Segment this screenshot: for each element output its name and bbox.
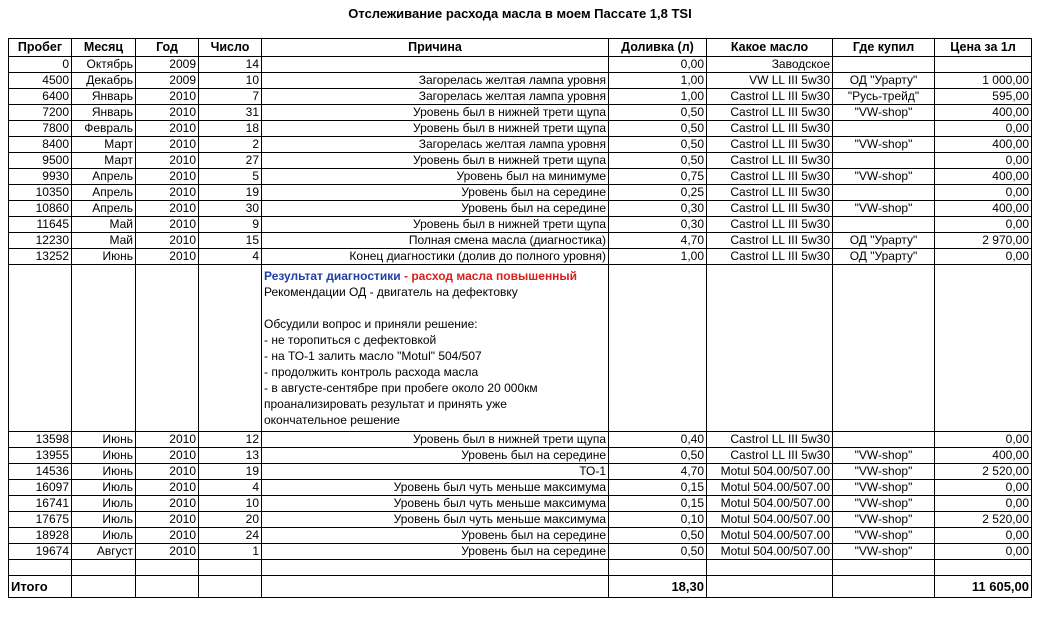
- cell-oil: Castrol LL III 5w30: [707, 137, 833, 153]
- cell-shop: "VW-shop": [833, 544, 935, 560]
- cell-oil: Castrol LL III 5w30: [707, 432, 833, 448]
- cell-month: Апрель: [72, 169, 136, 185]
- cell-oil: Motul 504.00/507.00: [707, 480, 833, 496]
- cell-added: 1,00: [609, 249, 707, 265]
- table-row: [9, 480, 1032, 496]
- cell-added: 0,50: [609, 137, 707, 153]
- cell-day: 18: [199, 121, 262, 137]
- cell-shop: ОД "Урарту": [833, 73, 935, 89]
- cell-day: 4: [199, 480, 262, 496]
- cell-year: 2010: [136, 169, 199, 185]
- cell-reason: Уровень был в нижней трети щупа: [262, 105, 609, 121]
- cell-shop: "VW-shop": [833, 496, 935, 512]
- cell-price: 0,00: [935, 121, 1032, 137]
- note-line: [264, 300, 606, 316]
- table-row: [9, 73, 1032, 89]
- cell-price: 0,00: [935, 217, 1032, 233]
- table-row: [9, 185, 1032, 201]
- cell-year: 2009: [136, 73, 199, 89]
- cell-price: 0,00: [935, 480, 1032, 496]
- cell-mileage: 19674: [9, 544, 72, 560]
- cell-price: 400,00: [935, 201, 1032, 217]
- cell-mileage: 17675: [9, 512, 72, 528]
- cell-year: 2010: [136, 217, 199, 233]
- col-header: Доливка (л): [609, 39, 707, 57]
- cell-shop: ОД "Урарту": [833, 233, 935, 249]
- cell-oil: Motul 504.00/507.00: [707, 464, 833, 480]
- note-heading: Результат диагностики - расход масла повышенный: [264, 269, 578, 283]
- cell-day: 9: [199, 217, 262, 233]
- cell-price: 0,00: [935, 249, 1032, 265]
- cell-year: 2010: [136, 544, 199, 560]
- cell-price: 400,00: [935, 105, 1032, 121]
- cell-month: Апрель: [72, 201, 136, 217]
- cell-month: Август: [72, 544, 136, 560]
- cell-day: 20: [199, 512, 262, 528]
- cell-mileage: 8400: [9, 137, 72, 153]
- cell-reason: Загорелась желтая лампа уровня: [262, 89, 609, 105]
- cell-oil: VW LL III 5w30: [707, 73, 833, 89]
- cell-reason: Загорелась желтая лампа уровня: [262, 137, 609, 153]
- cell-shop: [833, 121, 935, 137]
- cell-price: 1 000,00: [935, 73, 1032, 89]
- note-line: Рекомендации ОД - двигатель на дефектовку: [264, 285, 518, 299]
- cell-year: 2010: [136, 496, 199, 512]
- note-section: [9, 265, 1032, 432]
- cell-price: 400,00: [935, 169, 1032, 185]
- cell-oil: Castrol LL III 5w30: [707, 217, 833, 233]
- cell-mileage: 16097: [9, 480, 72, 496]
- table-row: [9, 105, 1032, 121]
- cell-reason: Загорелась желтая лампа уровня: [262, 73, 609, 89]
- cell-shop: "VW-shop": [833, 201, 935, 217]
- cell-price: 2 520,00: [935, 512, 1032, 528]
- cell-added: 0,50: [609, 528, 707, 544]
- col-header: Число: [199, 39, 262, 57]
- cell-added: 4,70: [609, 233, 707, 249]
- cell-price: 2 970,00: [935, 233, 1032, 249]
- cell-price: 0,00: [935, 528, 1032, 544]
- cell-mileage: 9930: [9, 169, 72, 185]
- cell-day: 5: [199, 169, 262, 185]
- col-header: Месяц: [72, 39, 136, 57]
- cell-reason: Уровень был чуть меньше максимума: [262, 480, 609, 496]
- cell-year: 2009: [136, 57, 199, 73]
- cell-month: Декабрь: [72, 73, 136, 89]
- cell-added: 0,15: [609, 496, 707, 512]
- diagnostics-note: [262, 265, 609, 432]
- col-header: Цена за 1л: [935, 39, 1032, 57]
- table-row: [9, 137, 1032, 153]
- cell-mileage: 13252: [9, 249, 72, 265]
- cell-reason: Уровень был на середине: [262, 448, 609, 464]
- cell-price: 2 520,00: [935, 464, 1032, 480]
- cell-day: 4: [199, 249, 262, 265]
- col-header: Пробег: [9, 39, 72, 57]
- cell-day: 31: [199, 105, 262, 121]
- cell-year: 2010: [136, 480, 199, 496]
- cell-year: 2010: [136, 121, 199, 137]
- cell-year: 2010: [136, 249, 199, 265]
- rows-after-note: [9, 432, 1032, 560]
- cell-mileage: 11645: [9, 217, 72, 233]
- cell-reason: ТО-1: [262, 464, 609, 480]
- col-header: Какое масло: [707, 39, 833, 57]
- table-row: [9, 57, 1032, 73]
- cell-day: 12: [199, 432, 262, 448]
- cell-shop: [833, 153, 935, 169]
- cell-oil: Castrol LL III 5w30: [707, 89, 833, 105]
- cell-oil: Заводское: [707, 57, 833, 73]
- cell-month: Май: [72, 233, 136, 249]
- blank-rows: [9, 560, 1032, 576]
- table-row: [9, 432, 1032, 448]
- cell-month: Июнь: [72, 432, 136, 448]
- cell-day: 14: [199, 57, 262, 73]
- cell-reason: Уровень был на середине: [262, 185, 609, 201]
- cell-month: Июль: [72, 480, 136, 496]
- col-header: Причина: [262, 39, 609, 57]
- cell-month: Январь: [72, 89, 136, 105]
- note-line: окончательное решение: [264, 413, 400, 427]
- cell-oil: Castrol LL III 5w30: [707, 169, 833, 185]
- cell-year: 2010: [136, 448, 199, 464]
- cell-mileage: 9500: [9, 153, 72, 169]
- table-row: [9, 89, 1032, 105]
- cell-year: 2010: [136, 432, 199, 448]
- cell-price: 0,00: [935, 153, 1032, 169]
- cell-month: Март: [72, 137, 136, 153]
- cell-year: 2010: [136, 89, 199, 105]
- cell-added: 0,40: [609, 432, 707, 448]
- table-row: [9, 249, 1032, 265]
- cell-oil: Castrol LL III 5w30: [707, 153, 833, 169]
- cell-day: 30: [199, 201, 262, 217]
- cell-mileage: 4500: [9, 73, 72, 89]
- cell-oil: Motul 504.00/507.00: [707, 544, 833, 560]
- cell-day: 2: [199, 137, 262, 153]
- cell-reason: Уровень был на середине: [262, 201, 609, 217]
- cell-shop: [833, 57, 935, 73]
- cell-oil: Motul 504.00/507.00: [707, 496, 833, 512]
- cell-month: Январь: [72, 105, 136, 121]
- cell-oil: Castrol LL III 5w30: [707, 233, 833, 249]
- cell-added: 0,75: [609, 169, 707, 185]
- cell-mileage: 13955: [9, 448, 72, 464]
- note-line: - не торопиться с дефектовкой: [264, 333, 437, 347]
- cell-mileage: 18928: [9, 528, 72, 544]
- table-row: [9, 544, 1032, 560]
- note-lines: [264, 284, 606, 428]
- cell-added: 0,50: [609, 448, 707, 464]
- cell-shop: "VW-shop": [833, 169, 935, 185]
- cell-added: 0,25: [609, 185, 707, 201]
- cell-price: 0,00: [935, 185, 1032, 201]
- cell-reason: Уровень был на середине: [262, 544, 609, 560]
- cell-month: Июль: [72, 496, 136, 512]
- cell-reason: Уровень был в нижней трети щупа: [262, 432, 609, 448]
- note-line: - в августе-сентябре при пробеге около 20 000км: [264, 381, 538, 395]
- cell-oil: Motul 504.00/507.00: [707, 528, 833, 544]
- cell-reason: Полная смена масла (диагностика): [262, 233, 609, 249]
- page-title: Отслеживание расхода масла в моем Пассате 1,8 TSI: [348, 6, 692, 21]
- cell-price: 0,00: [935, 432, 1032, 448]
- cell-month: Июнь: [72, 464, 136, 480]
- cell-day: 27: [199, 153, 262, 169]
- cell-day: 13: [199, 448, 262, 464]
- table-row: [9, 448, 1032, 464]
- cell-month: Октябрь: [72, 57, 136, 73]
- cell-price: 400,00: [935, 448, 1032, 464]
- cell-mileage: 10860: [9, 201, 72, 217]
- cell-mileage: 7800: [9, 121, 72, 137]
- table-row: [9, 464, 1032, 480]
- cell-shop: "VW-shop": [833, 105, 935, 121]
- cell-oil: Castrol LL III 5w30: [707, 448, 833, 464]
- cell-added: 0,50: [609, 105, 707, 121]
- table-row: [9, 528, 1032, 544]
- col-header: Год: [136, 39, 199, 57]
- cell-mileage: 10350: [9, 185, 72, 201]
- blank-row: [9, 560, 1032, 576]
- cell-reason: Уровень был чуть меньше максимума: [262, 512, 609, 528]
- cell-added: 0,50: [609, 153, 707, 169]
- cell-added: 0,30: [609, 217, 707, 233]
- table-row: [9, 153, 1032, 169]
- table-row: [9, 217, 1032, 233]
- oil-log-table: [8, 38, 1032, 598]
- cell-year: 2010: [136, 153, 199, 169]
- cell-price: 0,00: [935, 544, 1032, 560]
- cell-oil: Motul 504.00/507.00: [707, 512, 833, 528]
- cell-price: [935, 57, 1032, 73]
- cell-day: 10: [199, 73, 262, 89]
- cell-oil: Castrol LL III 5w30: [707, 121, 833, 137]
- cell-shop: [833, 432, 935, 448]
- cell-shop: "VW-shop": [833, 448, 935, 464]
- table-row: [9, 512, 1032, 528]
- cell-price: 400,00: [935, 137, 1032, 153]
- cell-year: 2010: [136, 233, 199, 249]
- cell-oil: Castrol LL III 5w30: [707, 201, 833, 217]
- cell-oil: Castrol LL III 5w30: [707, 105, 833, 121]
- cell-shop: ОД "Урарту": [833, 249, 935, 265]
- cell-year: 2010: [136, 201, 199, 217]
- note-line: проанализировать результат и принять уже: [264, 397, 507, 411]
- table-row: [9, 201, 1032, 217]
- cell-mileage: 6400: [9, 89, 72, 105]
- cell-day: 19: [199, 464, 262, 480]
- note-row: [9, 265, 1032, 432]
- cell-mileage: 14536: [9, 464, 72, 480]
- cell-month: Июль: [72, 512, 136, 528]
- cell-reason: Уровень был в нижней трети щупа: [262, 217, 609, 233]
- cell-year: 2010: [136, 185, 199, 201]
- cell-year: 2010: [136, 528, 199, 544]
- cell-shop: [833, 217, 935, 233]
- cell-shop: "Русь-трейд": [833, 89, 935, 105]
- cell-mileage: 0: [9, 57, 72, 73]
- cell-added: 0,50: [609, 121, 707, 137]
- cell-month: Апрель: [72, 185, 136, 201]
- cell-day: 24: [199, 528, 262, 544]
- cell-year: 2010: [136, 137, 199, 153]
- cell-mileage: 13598: [9, 432, 72, 448]
- col-header: Где купил: [833, 39, 935, 57]
- cell-month: Февраль: [72, 121, 136, 137]
- cell-added: 4,70: [609, 464, 707, 480]
- table-row: [9, 233, 1032, 249]
- cell-month: Июнь: [72, 448, 136, 464]
- cell-shop: "VW-shop": [833, 137, 935, 153]
- cell-month: Май: [72, 217, 136, 233]
- cell-day: 19: [199, 185, 262, 201]
- cell-year: 2010: [136, 105, 199, 121]
- cell-shop: "VW-shop": [833, 528, 935, 544]
- rows-before-note: [9, 57, 1032, 265]
- cell-oil: Castrol LL III 5w30: [707, 185, 833, 201]
- cell-shop: [833, 185, 935, 201]
- cell-reason: Конец диагностики (долив до полного уровня): [262, 249, 609, 265]
- cell-mileage: 16741: [9, 496, 72, 512]
- cell-day: 15: [199, 233, 262, 249]
- cell-reason: Уровень был на середине: [262, 528, 609, 544]
- cell-month: Июнь: [72, 249, 136, 265]
- cell-added: 0,30: [609, 201, 707, 217]
- table-row: [9, 496, 1032, 512]
- cell-oil: Castrol LL III 5w30: [707, 249, 833, 265]
- cell-month: Март: [72, 153, 136, 169]
- cell-day: 10: [199, 496, 262, 512]
- cell-added: 0,10: [609, 512, 707, 528]
- cell-shop: "VW-shop": [833, 512, 935, 528]
- cell-shop: "VW-shop": [833, 480, 935, 496]
- cell-added: 1,00: [609, 89, 707, 105]
- note-line: Обсудили вопрос и приняли решение:: [264, 317, 478, 331]
- cell-mileage: 12230: [9, 233, 72, 249]
- note-line: - на ТО-1 залить масло "Motul" 504/507: [264, 349, 482, 363]
- total-added: 18,30: [609, 576, 707, 598]
- note-line: - продолжить контроль расхода масла: [264, 365, 479, 379]
- cell-added: 0,15: [609, 480, 707, 496]
- cell-price: 595,00: [935, 89, 1032, 105]
- cell-shop: "VW-shop": [833, 464, 935, 480]
- table-row: [9, 121, 1032, 137]
- cell-day: 7: [199, 89, 262, 105]
- cell-reason: [262, 57, 609, 73]
- cell-reason: Уровень был в нижней трети щупа: [262, 153, 609, 169]
- total-label: Итого: [9, 576, 72, 598]
- cell-year: 2010: [136, 464, 199, 480]
- cell-mileage: 7200: [9, 105, 72, 121]
- cell-year: 2010: [136, 512, 199, 528]
- cell-month: Июль: [72, 528, 136, 544]
- cell-added: 0,00: [609, 57, 707, 73]
- header-row: [9, 39, 1032, 57]
- cell-day: 1: [199, 544, 262, 560]
- cell-added: 1,00: [609, 73, 707, 89]
- cell-price: 0,00: [935, 496, 1032, 512]
- cell-reason: Уровень был в нижней трети щупа: [262, 121, 609, 137]
- total-row: [9, 576, 1032, 598]
- cell-reason: Уровень был на минимуме: [262, 169, 609, 185]
- cell-reason: Уровень был чуть меньше максимума: [262, 496, 609, 512]
- cell-added: 0,50: [609, 544, 707, 560]
- total-price: 11 605,00: [935, 576, 1032, 598]
- table-row: [9, 169, 1032, 185]
